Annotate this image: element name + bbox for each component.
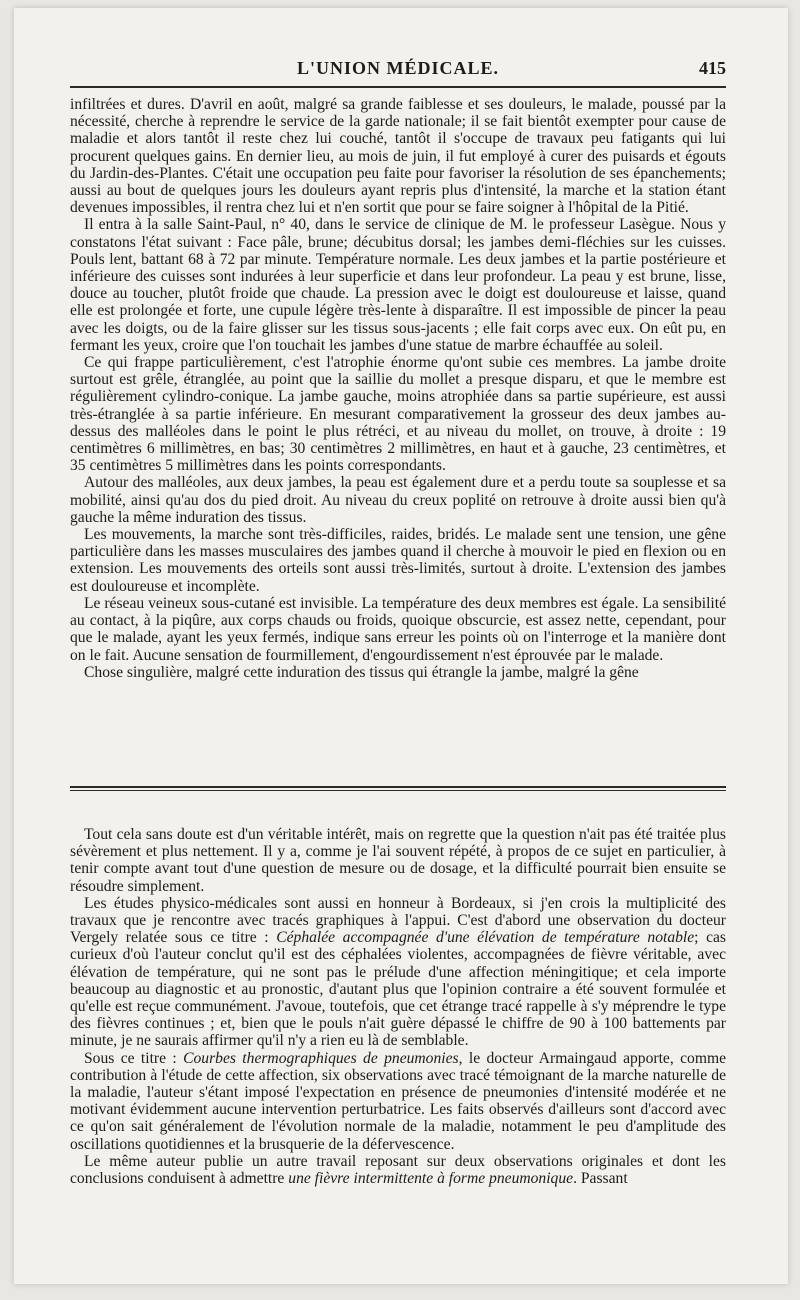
header-rule [70, 86, 726, 88]
running-title: L'UNION MÉDICALE. [296, 58, 500, 78]
article-body [70, 96, 726, 681]
text-run: Sous ce titre : [84, 1049, 184, 1067]
article-paragraph: Il entra à la salle Saint-Paul, n° 40, dans le service de clinique de M. le professeur Lasègue. Nous y constatons l'état suivant : Face pâle, brune; décubitus dorsal; les jambes demi-fléchies sur les cuisses. Pouls lent, battant 68 à 72 par minute. Température normale. Les deux jambes et la partie postérieure et inférieure des cuisses sont indurées à leur superficie et dans leur profondeur. La peau y est brune, lisse, douce au toucher, plutôt froide que chaude. La pression avec le doigt est douloureuse et laisse, quand elle est prolongée et forte, une cupule légère très-lente à disparaître. Il est impossible de pincer la peau avec les doigts, ou de la faire glisser sur les tissus sous-jacents ; elle fait corps avec eux. On eût pu, en fermant les yeux, croire que l'on touchait les jambes d'une statue de marbre échauffée au soleil. [70, 216, 726, 354]
text-run: ; cas curieux d'où l'auteur conclut qu'il est des céphalées violentes, accompagnées de fièvre véritable, avec élévation de température, qui ne sont pas le prélude d'une affection méningitique; et cela importe beaucoup au diagnostic et au pronostic, d'autant plus que l'opinion contraire a été souvent formulée et qu'elle est reçue communément. J'avoue, toutefois, que cet étrange tracé rappelle à s'y méprendre le type des fièvres continues ; et, bien que le pouls n'ait guère dépassé le chiffre de 90 à 100 battements par minute, je ne saurais affirmer qu'il n'y a rien eu là de semblable. [70, 929, 726, 1050]
feuilleton-body [70, 826, 726, 1187]
feuilleton-paragraph [70, 1050, 726, 1153]
feuilleton-paragraph: Tout cela sans doute est d'un véritable intérêt, mais on regrette que la question n'ait pas été traitée plus sévèrement et plus nettement. Il y a, comme je l'ai souvent répété, à propos de ce sujet en particulier, à tenir compte avant tout d'une question de mesure ou de dosage, et la difficulté pourrait bien ensuite se résoudre simplement. [70, 826, 726, 895]
cited-title: une fièvre intermittente à forme pneumonique [288, 1170, 574, 1188]
text-run: Le même auteur publie un autre travail reposant sur deux observations originales et dont les conclusions conduisent à admettre [70, 1152, 726, 1188]
feuilleton-paragraph [70, 1153, 726, 1187]
article-paragraph: Les mouvements, la marche sont très-difficiles, raides, bridés. Le malade sent une tension, une gêne particulière dans les masses musculaires des jambes quand il cherche à mouvoir le pied en flexion ou en extension. Les mouvements des orteils sont aussi très-limités, surtout à droite. L'extension des jambes est douloureuse et incomplète. [70, 526, 726, 595]
feuilleton-separator [70, 786, 726, 788]
text-run: , le docteur Armaingaud apporte, comme contribution à l'étude de cette affection, six observations avec tracé témoignant de la marche naturelle de la maladie, l'auteur s'étant imposé l'expectation en présence de pneumonies d'intensité modérée et ne motivant évidemment aucune intervention perturbatrice. Les faits observés d'ailleurs sont d'accord avec ce qu'on sait généralement de l'évolution normale de la maladie, notamment le peu d'amplitude des oscillations quotidiennes et la brusquerie de la défervescence. [70, 1049, 726, 1153]
cited-title: Céphalée accompagnée d'une élévation de température notable [276, 929, 695, 947]
article-paragraph: Chose singulière, malgré cette induration des tissus qui étrangle la jambe, malgré la gêne [84, 663, 639, 681]
page-number: 415 [699, 58, 726, 78]
journal-page [14, 8, 788, 1284]
text-run: . Passant [573, 1170, 628, 1188]
page-header [70, 56, 726, 84]
feuilleton-paragraph [70, 895, 726, 1050]
article-paragraph: infiltrées et dures. D'avril en août, malgré sa grande faiblesse et ses douleurs, le malade, poussé par la nécessité, cherche à reprendre le service de la garde nationale; il se fait bientôt exempter pour cause de maladie et alors tantôt il reste chez lui couché, tantôt il s'occupe de travaux peu fatigants qui lui procurent quelques gains. En dernier lieu, au mois de juin, il fut employé à curer des puisards et égouts du Jardin-des-Plantes. C'était une occupation peu faite pour favoriser la résolution de ses épanchements; aussi au bout de quelques jours les douleurs ayant repris plus d'intensité, la marche et la station étant devenues impossibles, il rentra chez lui et n'en sortit que pour se faire soigner à l'hôpital de la Pitié. [70, 96, 726, 217]
text-run: Les études physico-médicales sont aussi en honneur à Bordeaux, si j'en crois la multiplicité des travaux que je rencontre avec tracés graphiques à l'appui. C'est d'abord une observation du docteur Vergely relatée sous ce titre : [70, 894, 726, 947]
article-paragraph: Ce qui frappe particulièrement, c'est l'atrophie énorme qu'ont subie ces membres. La jambe droite surtout est grêle, étranglée, au point que la saillie du mollet a presque disparu, et que le membre est régulièrement cylindro-conique. La jambe gauche, moins atrophiée dans sa partie supérieure, est aussi très-étranglée à sa partie inférieure. En mesurant comparativement la grosseur des deux jambes au-dessus des malléoles dans le point le plus rétréci, et au niveau du mollet, on trouve, à droite : 19 centimètres 6 millimètres, en bas; 30 centimètres 2 millimètres, en haut et à gauche, 23 centimètres, et 35 centimètres 5 millimètres dans les points correspondants. [70, 354, 726, 475]
cited-title: Courbes thermographiques de pneumonies [183, 1049, 459, 1067]
article-paragraph: Le réseau veineux sous-cutané est invisible. La température des deux membres est égale. La sensibilité au contact, à la piqûre, aux corps chauds ou froids, quoique obscurcie, est assez nette, cependant, pour que le malade, ayant les yeux fermés, indique sans erreur les points où on l'interroge et la manière dont on le fait. Aucune sensation de fourmillement, d'engourdissement n'est éprouvée par le malade. [70, 594, 726, 664]
feuilleton-separator-thin [70, 790, 726, 791]
article-paragraph: Autour des malléoles, aux deux jambes, la peau est également dure et a perdu toute sa souplesse et sa mobilité, ainsi qu'au dos du pied droit. Au niveau du creux poplité on retrouve à droite aussi bien qu'à gauche la même induration des tissus. [70, 474, 726, 526]
